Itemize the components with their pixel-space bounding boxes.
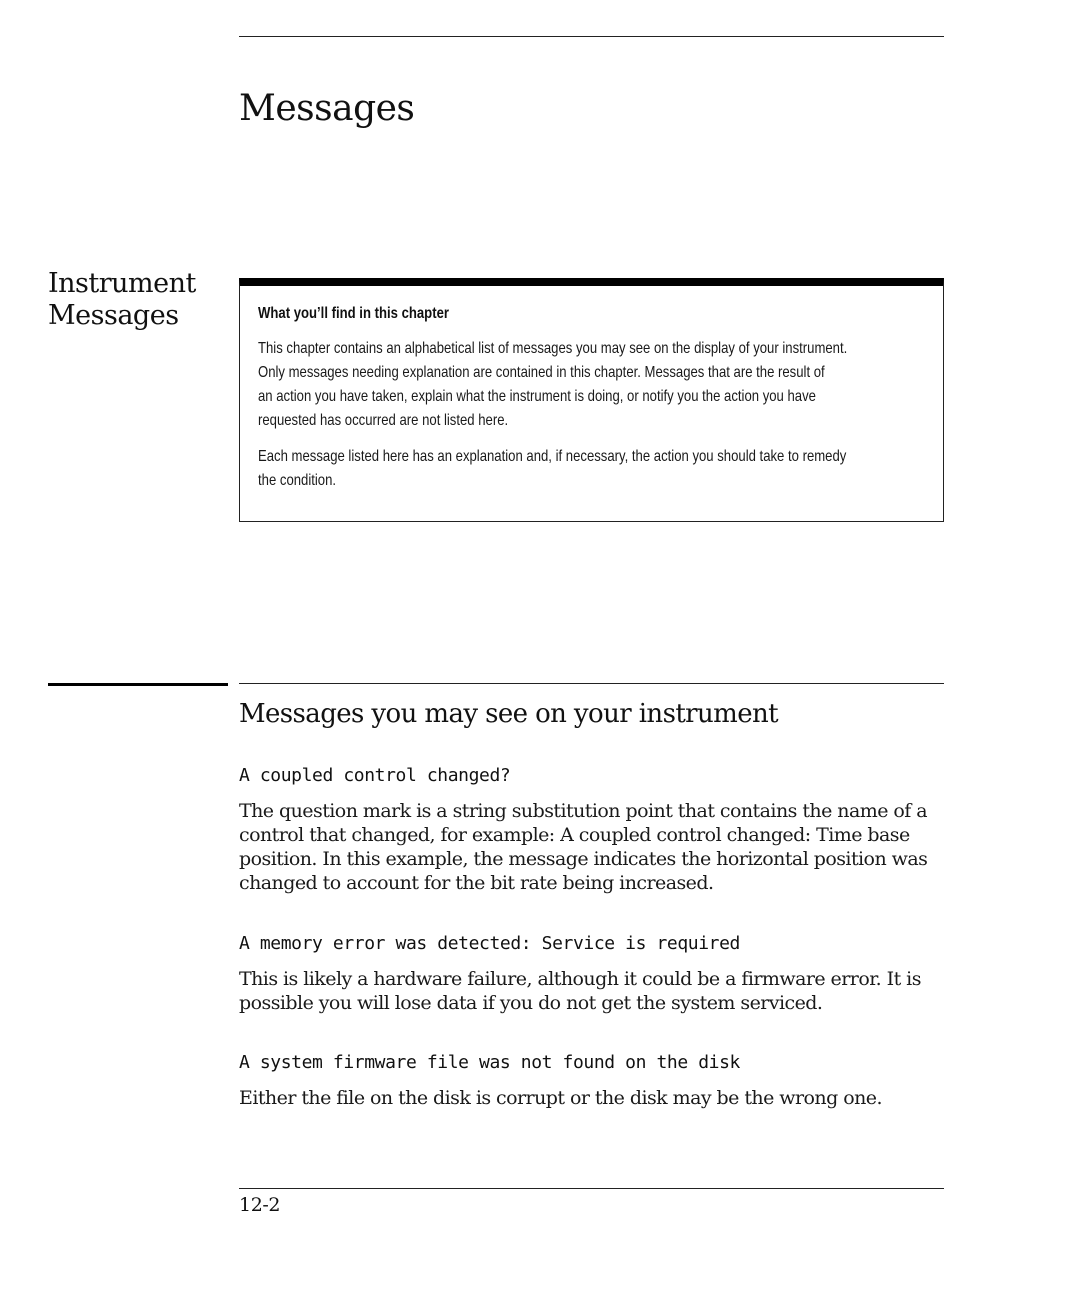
overview-paragraph-2 bbox=[258, 445, 930, 493]
message-body-line: possible you will lose data if you do not get the system serviced. bbox=[239, 992, 823, 1014]
message-body-line: control that changed, for example: A coupled control changed: Time base bbox=[239, 824, 910, 846]
footer-rule bbox=[239, 1188, 944, 1189]
overview-paragraph-2-line: Each message listed here has an explanation and, if necessary, the action you should take to remedy bbox=[258, 448, 847, 465]
chapter-title: Messages bbox=[239, 88, 415, 129]
message-body-memory-error bbox=[239, 967, 1078, 1015]
page-number: 12-2 bbox=[239, 1194, 281, 1216]
side-heading-line-1: Instrument bbox=[48, 268, 196, 299]
overview-heading: What you’ll find in this chapter bbox=[258, 305, 449, 322]
top-rule bbox=[239, 36, 944, 37]
message-body-line: position. In this example, the message indicates the horizontal position was bbox=[239, 848, 928, 870]
section-rule bbox=[239, 683, 944, 684]
message-body-coupled-control bbox=[239, 799, 1078, 895]
message-body-line: Either the file on the disk is corrupt or the disk may be the wrong one. bbox=[239, 1087, 882, 1109]
overview-paragraph-1-line: an action you have taken, explain what the instrument is doing, or notify you the action you have bbox=[258, 388, 816, 405]
overview-paragraph-2-line: the condition. bbox=[258, 472, 337, 489]
side-heading-line-2: Messages bbox=[48, 300, 179, 331]
overview-paragraph-1 bbox=[258, 337, 930, 433]
message-title-firmware-file: A system firmware file was not found on the disk bbox=[239, 1052, 740, 1073]
section-rule-left bbox=[48, 683, 228, 686]
overview-paragraph-1-line: This chapter contains an alphabetical list of messages you may see on the display of your instrument. bbox=[258, 340, 848, 357]
message-body-line: This is likely a hardware failure, although it could be a firmware error. It is bbox=[239, 968, 921, 990]
message-title-memory-error: A memory error was detected: Service is required bbox=[239, 933, 740, 954]
overview-paragraph-1-line: requested has occurred are not listed here. bbox=[258, 412, 509, 429]
message-title-coupled-control: A coupled control changed? bbox=[239, 765, 511, 786]
message-body-line: The question mark is a string substitution point that contains the name of a bbox=[239, 800, 928, 822]
overview-paragraph-1-line: Only messages needing explanation are contained in this chapter. Messages that are the result of bbox=[258, 364, 825, 381]
side-heading bbox=[48, 268, 228, 332]
message-body-firmware-file bbox=[239, 1086, 1078, 1110]
message-body-line: changed to account for the bit rate being increased. bbox=[239, 872, 714, 894]
section-title: Messages you may see on your instrument bbox=[239, 699, 778, 729]
